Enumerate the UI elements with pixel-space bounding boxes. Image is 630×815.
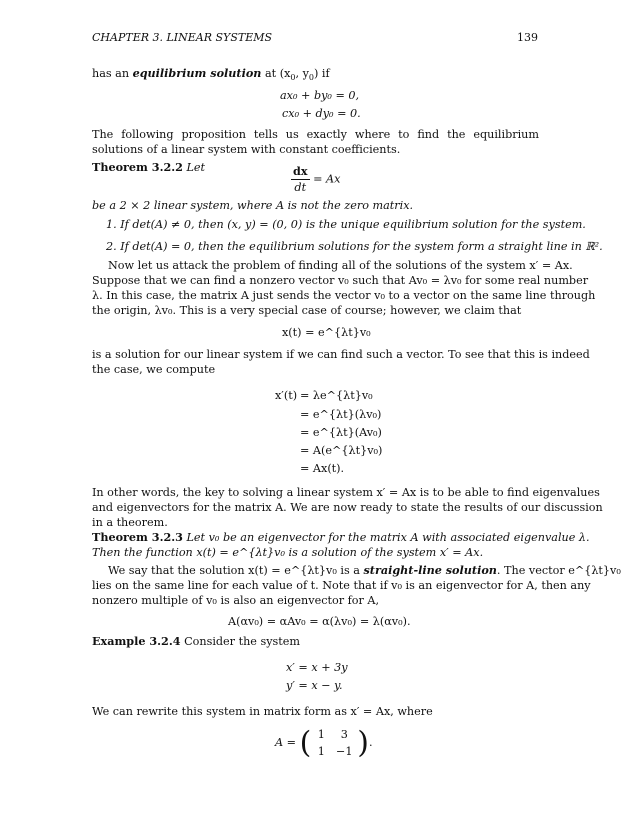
paragraph-solution-line2: the case, we compute: [92, 363, 216, 376]
theorem-3-2-2-item-1: 1. If det(A) ≠ 0, then (x, y) = (0, 0) is the unique equilibrium solution for the system.: [106, 218, 586, 231]
matrix-entries: 1 3 1 −1: [317, 728, 353, 759]
equation-derivation-lhs: x′(t): [275, 389, 298, 402]
equation-exponential-solution: x(t) = e^{λt}v₀: [282, 326, 371, 339]
equation-derivation-step-4: = A(e^{λt}v₀): [300, 444, 383, 457]
running-header: [92, 30, 538, 45]
paragraph-matrix-form: We can rewrite this system in matrix form as x′ = Ax, where: [92, 705, 433, 718]
theorem-3-2-3-line2: Then the function x(t) = e^{λt}v₀ is a solution of the system x′ = Ax.: [92, 546, 484, 559]
paragraph-key-line1: In other words, the key to solving a linear system x′ = Ax is to be able to find eigenvalues: [92, 486, 600, 499]
equation-derivation-step-2: = e^{λt}(λv₀): [300, 408, 382, 421]
paragraph-equilibrium-definition: has an equilibrium solution at ($x_0$, $y_0$) if: [92, 66, 330, 83]
equation-linear-system: $\frac{dx}{dt}$ = Ax: [293, 164, 341, 195]
chapter-title: CHAPTER 3. LINEAR SYSTEMS: [92, 31, 273, 44]
equation-system-line2: y′ = x − y.: [286, 679, 343, 692]
theorem-3-2-2-condition: be a 2 × 2 linear system, where A is not the zero matrix.: [92, 199, 414, 212]
paragraph-straight-line-line2: lies on the same line for each value of t. Note that if v₀ is an eigenvector for A, then any: [92, 579, 591, 592]
paragraph-key-line3: in a theorem.: [92, 516, 168, 529]
example-3-2-4-heading: Example 3.2.4 Consider the system: [92, 634, 300, 648]
paragraph-straight-line-line3: nonzero multiple of v₀ is also an eigenvector for A,: [92, 594, 380, 607]
paragraph-attack-line2: Suppose that we can find a nonzero vector v₀ such that Av₀ = λv₀ for some real number: [92, 274, 589, 287]
equation-derivation-step-5: = Ax(t).: [300, 462, 345, 475]
term-straight-line-solution: straight-line solution: [363, 563, 497, 577]
theorem-3-2-2-item-2: 2. If det(A) = 0, then the equilibrium solutions for the system form a straight line in ℝ².: [106, 240, 603, 253]
equation-derivation-step-3: = e^{λt}(Av₀): [300, 426, 382, 439]
example-label: Example 3.2.4: [92, 634, 181, 648]
paragraph-attack-line3: λ. In this case, the matrix A just sends the vector v₀ to a vector on the same line through: [92, 289, 596, 302]
paragraph-proposition-intro: The following proposition tells us exactly where to find the equilibrium solutions of a linear system with constant coefficients.: [92, 128, 539, 157]
equation-system-line1: x′ = x + 3y: [286, 661, 348, 674]
theorem-3-2-3-line1: Theorem 3.2.3 Let v₀ be an eigenvector for the matrix A with associated eigenvalue λ.: [92, 530, 590, 544]
paragraph-straight-line-line1: We say that the solution x(t) = e^{λt}v₀ is a straight-line solution. The vector e^{λt}v₀: [108, 563, 621, 577]
theorem-label: Theorem 3.2.2: [92, 160, 183, 174]
paragraph-solution-line1: is a solution for our linear system if we can find such a vector. To see that this is indeed: [92, 348, 590, 361]
page-number: 139: [517, 31, 538, 44]
equation-eigenvector-multiple: A(αv₀) = αAv₀ = α(λv₀) = λ(αv₀).: [228, 615, 411, 628]
equation-equilibrium-line1: ax₀ + by₀ = 0,: [280, 89, 360, 102]
paragraph-key-line2: and eigenvectors for the matrix A. We are now ready to state the results of our discussion: [92, 501, 603, 514]
paragraph-attack-line4: the origin, λv₀. This is a very special case of course; however, we claim that: [92, 304, 522, 317]
theorem-label: Theorem 3.2.3: [92, 530, 183, 544]
equation-equilibrium-line2: cx₀ + dy₀ = 0.: [282, 107, 361, 120]
paragraph-attack-line1: Now let us attack the problem of finding all of the solutions of the system x′ = Ax.: [108, 259, 573, 272]
theorem-3-2-2-heading: Theorem 3.2.2 Let: [92, 160, 206, 174]
equation-derivation-step-1: = λe^{λt}v₀: [300, 389, 373, 402]
term-equilibrium-solution: equilibrium solution: [132, 66, 262, 80]
equation-matrix-A: A = ( 1 3 1 −1 ).: [275, 725, 373, 761]
